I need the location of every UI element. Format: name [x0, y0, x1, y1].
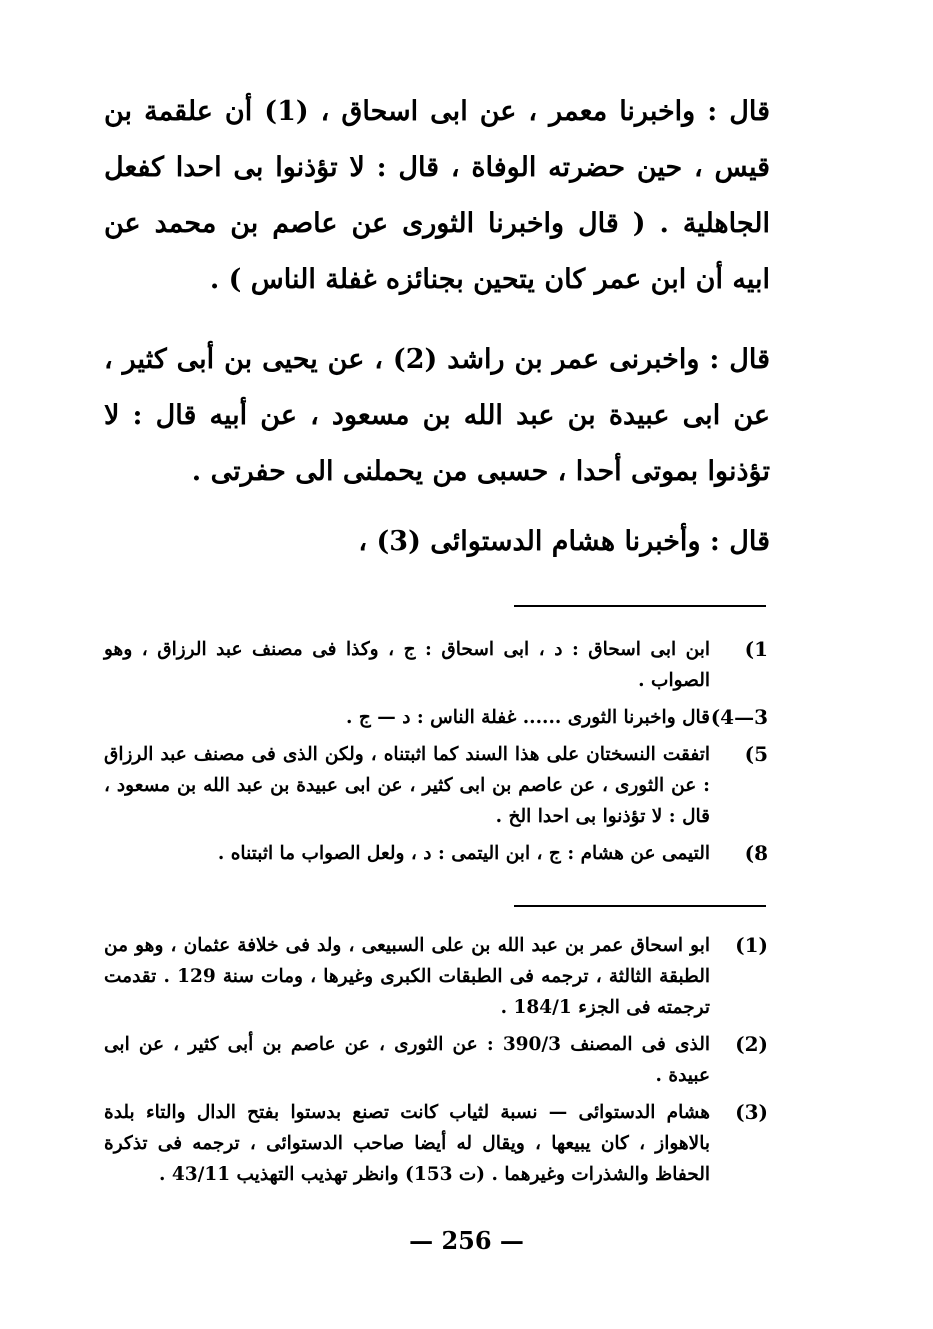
main-paragraph-3: [104, 514, 770, 570]
paragraph-text: قال : واخبرنا معمر ، عن ابى اسحاق ، (1) أن علقمة بن قيس ، حين حضرته الوفاة ، قال : لا تؤذنوا بى احدا كفعل الجاهلية . ( قال واخبرنا الثورى عن عاصم بن محمد عن ابيه أن ابن عمر كان يتحين بجنائزه غفلة الناس ) .: [104, 96, 770, 295]
page-number: — 256 —: [409, 1226, 524, 1255]
note-text: قال واخبرنا الثورى ...... غفلة الناس : د — ج .: [346, 707, 710, 728]
footnote-number: (3): [735, 1100, 768, 1124]
variant-note: [104, 634, 768, 696]
note-number: 8): [744, 841, 768, 865]
note-number: 3—4): [710, 705, 768, 729]
footnote-text: الذى فى المصنف 390/3 : عن الثورى ، عن عاصم بن أبى كثير ، عن ابى عبيدة .: [104, 1034, 710, 1086]
variant-note: [104, 702, 768, 733]
footnote-number: (2): [735, 1032, 768, 1056]
note-text: التيمى عن هشام : ج ، ابن اليتمى : د ، ولعل الصواب ما اثبتناه .: [217, 843, 710, 864]
main-paragraph-1: [104, 84, 770, 308]
paragraph-text: قال : وأخبرنا هشام الدستوائى (3) ،: [358, 526, 770, 557]
variant-note: [104, 739, 768, 832]
variant-note: [104, 838, 768, 869]
variant-notes: [104, 634, 768, 869]
note-number: 1): [744, 637, 768, 661]
footnote-text: ابو اسحاق عمر بن عبد الله بن على السبيعى ، ولد فى خلافة عثمان ، وهو من الطبقة الثالثة ، ترجمه فى الطبقات الكبرى وغيرها ، ومات سنة 129 . تقدمت ترجمته فى الجزء 184/1 .: [104, 935, 710, 1018]
main-paragraph-2: [104, 332, 770, 500]
paragraph-text: قال : واخبرنى عمر بن راشد (2) ، عن يحيى بن أبى كثير ، عن ابى عبيدة بن عبد الله بن مسعود ، عن أبيه قال : لا تؤذنوا بموتى أحدا ، حسبى من يحملنى الى حفرتى .: [104, 344, 770, 487]
note-number: 5): [744, 742, 768, 766]
footnote: [104, 1029, 768, 1091]
footnote-number: (1): [735, 933, 768, 957]
note-text: اتفقت النسختان على هذا السند كما اثبتناه ، ولكن الذى فى مصنف عبد الرزاق : عن الثورى ، عن عاصم بن ابى كثير ، عن ابى عبيدة بن عبد الله بن مسعود ، قال : لا تؤذنوا بى احدا الخ .: [104, 744, 710, 827]
footnote: [104, 1097, 768, 1190]
separator-rule: [514, 905, 766, 907]
footnotes: [104, 930, 768, 1190]
footnote: [104, 930, 768, 1023]
footnote-text: هشام الدستوائى — نسبة لثياب كانت تصنع بدستوا بفتح الدال والتاء بلدة بالاهواز ، كان يبيعها ، ويقال له أيضا صاحب الدستوائى ، ترجمه فى تذكرة الحفاظ والشذرات وغيرهما . (ت 153) وانظر تهذيب التهذيب 43/11 .: [104, 1102, 710, 1185]
separator-rule: [514, 605, 766, 607]
note-text: ابن ابى اسحاق : د ، ابى اسحاق : ج ، وكذا فى مصنف عبد الرزاق ، وهو الصواب .: [104, 639, 710, 691]
